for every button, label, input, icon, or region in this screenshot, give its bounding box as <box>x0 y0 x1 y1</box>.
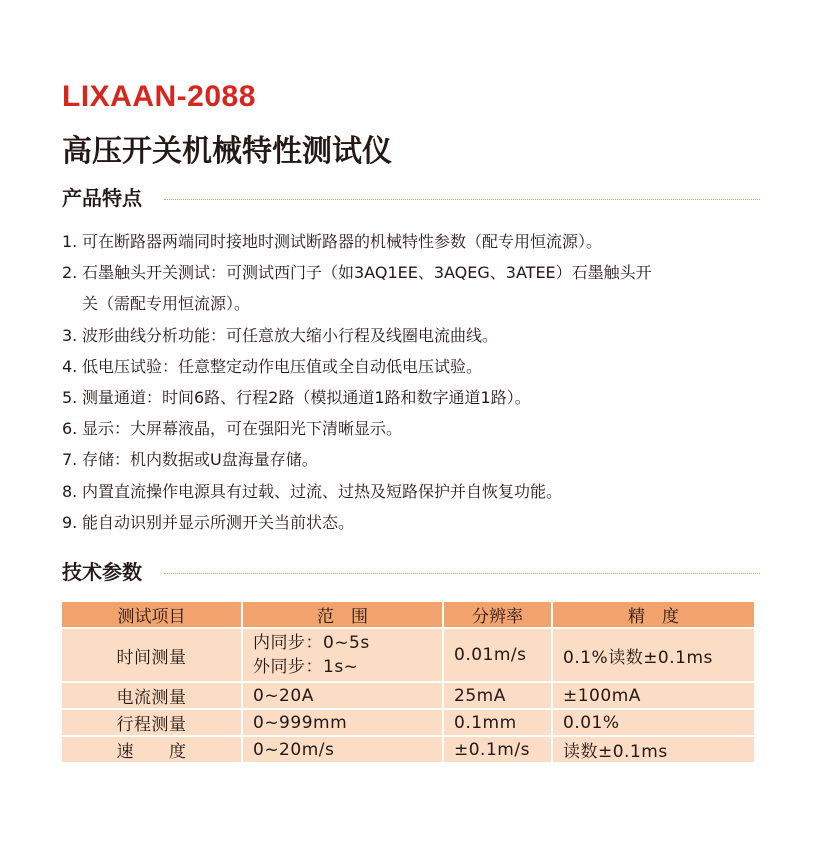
feature-item <box>62 226 762 257</box>
column-header-range: 范 围 <box>242 602 443 628</box>
feature-number: 1. <box>62 232 78 251</box>
cell-range: 0~20A <box>242 682 443 709</box>
cell-accuracy: ±100mA <box>552 682 754 709</box>
column-header-resolution: 分辨率 <box>443 602 552 628</box>
cell-accuracy: 0.01% <box>552 709 754 736</box>
column-header-accuracy: 精 度 <box>552 602 754 628</box>
feature-item <box>62 382 762 413</box>
table-row <box>62 628 754 682</box>
feature-text: 内置直流操作电源具有过载、过流、过热及短路保护并自恢复功能。 <box>82 481 563 501</box>
range-line: 内同步：0~5s <box>253 633 370 653</box>
feature-item <box>62 507 762 538</box>
feature-text: 波形曲线分析功能：可任意放大缩小行程及线圈电流曲线。 <box>82 325 499 345</box>
spec-table-header-row <box>62 602 754 628</box>
feature-number: 4. <box>62 356 78 376</box>
feature-number: 2. <box>62 263 78 283</box>
spec-table <box>62 602 754 764</box>
feature-text-line-1: 石墨触头开关测试：可测试西门子（如3AQ1EE、3AQEG、3ATEE）石墨触头开 <box>82 263 652 283</box>
cell-range: 0~20m/s <box>242 736 443 763</box>
model-number: LIXAAN-2088 <box>62 80 256 113</box>
specs-section-header <box>62 556 760 585</box>
table-row <box>62 709 754 736</box>
feature-item <box>62 257 762 319</box>
range-line: 外同步：1s~ <box>253 657 359 677</box>
specs-heading: 技术参数 <box>62 560 142 584</box>
dotted-divider <box>164 199 760 200</box>
product-title: 高压开关机械特性测试仪 <box>62 134 392 169</box>
feature-text: 测量通道：时间6路、行程2路（模拟通道1路和数字通道1路）。 <box>82 388 531 408</box>
feature-text: 可在断路器两端同时接地时测试断路器的机械特性参数（配专用恒流源）。 <box>82 232 603 251</box>
feature-text: 显示：大屏幕液晶，可在强阳光下清晰显示。 <box>82 419 403 439</box>
column-header-item: 测试项目 <box>62 602 242 628</box>
cell-item: 时间测量 <box>62 628 242 682</box>
feature-text: 低电压试验：任意整定动作电压值或全自动低电压试验。 <box>82 356 483 376</box>
cell-resolution: 0.1mm <box>443 709 552 736</box>
cell-item: 速 度 <box>62 736 242 763</box>
feature-number: 9. <box>62 512 78 532</box>
feature-text-line-2: 关（需配专用恒流源）。 <box>82 294 251 314</box>
cell-item: 行程测量 <box>62 709 242 736</box>
features-heading: 产品特点 <box>62 186 142 210</box>
feature-text <box>82 257 762 319</box>
table-row <box>62 736 754 763</box>
feature-number: 6. <box>62 419 78 439</box>
cell-resolution: 0.01m/s <box>443 628 552 682</box>
feature-item <box>62 351 762 382</box>
feature-item <box>62 476 762 507</box>
feature-text: 存储：机内数据或U盘海量存储。 <box>82 450 318 470</box>
feature-list <box>62 226 762 538</box>
feature-number: 5. <box>62 388 78 408</box>
cell-accuracy: 读数±0.1ms <box>552 736 754 763</box>
cell-resolution: ±0.1m/s <box>443 736 552 763</box>
dotted-divider <box>164 573 760 574</box>
feature-item <box>62 320 762 351</box>
table-row <box>62 682 754 709</box>
feature-number: 3. <box>62 325 78 345</box>
cell-accuracy: 0.1%读数±0.1ms <box>552 628 754 682</box>
cell-item: 电流测量 <box>62 682 242 709</box>
features-section-header <box>62 182 760 211</box>
cell-range: 0~999mm <box>242 709 443 736</box>
feature-number: 7. <box>62 450 78 470</box>
feature-item <box>62 444 762 475</box>
cell-range <box>242 628 443 682</box>
feature-item <box>62 413 762 444</box>
feature-text: 能自动识别并显示所测开关当前状态。 <box>82 512 355 532</box>
cell-resolution: 25mA <box>443 682 552 709</box>
feature-number: 8. <box>62 481 78 501</box>
